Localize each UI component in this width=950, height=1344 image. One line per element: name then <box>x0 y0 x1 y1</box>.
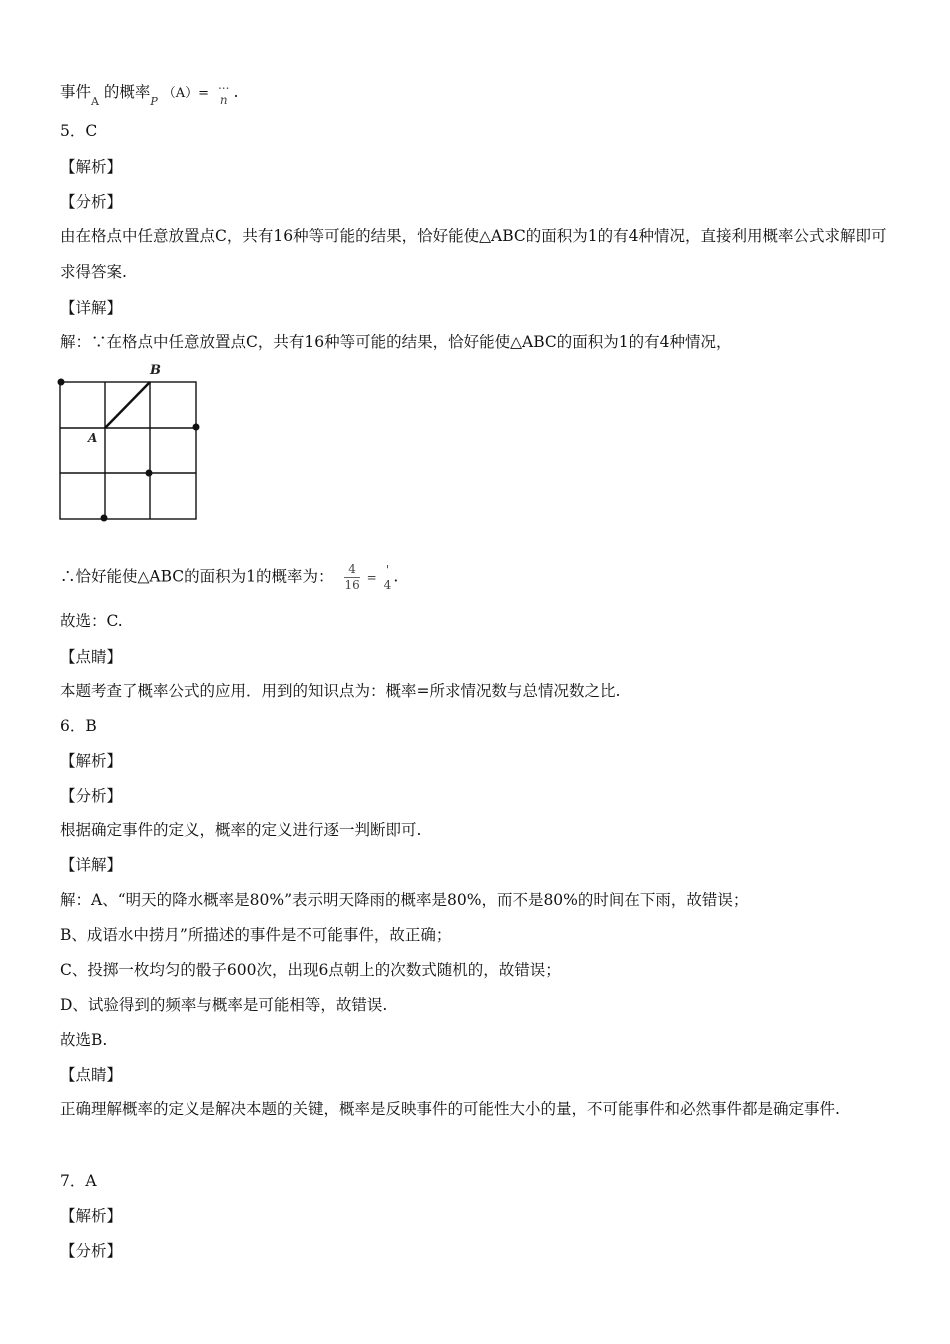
section-dianjing-6: 【点睛】 <box>60 1066 123 1084</box>
grid-point <box>193 424 200 431</box>
denominator: 16 <box>344 578 360 592</box>
numerator: ' <box>385 562 390 577</box>
therefore-5-line <box>60 562 398 593</box>
question-7-answer: 7．A <box>60 1172 97 1190</box>
label-b: B <box>150 363 161 378</box>
xiangjie-6-a: 解：A、“明天的降水概率是80%”表示明天降雨的概率是80%，而不是80%的时间在下雨，故错误； <box>60 891 749 909</box>
section-fenxi-6: 【分析】 <box>60 787 123 805</box>
fenxi-5-text: 由在格点中任意放置点C，共有16种等可能的结果，恰好能使△ABC的面积为1的有4种情况，直接利用概率公式求解即可求得答案. <box>60 227 887 281</box>
fraction-1-over-4 <box>384 563 392 593</box>
xiangjie-5-text: 解：∵在格点中任意放置点C，共有16种等可能的结果，恰好能使△ABC的面积为1的有4种情况， <box>60 333 732 351</box>
fenxi-6-text: 根据确定事件的定义，概率的定义进行逐一判断即可. <box>60 821 422 839</box>
fraction-4-over-16 <box>344 562 359 593</box>
xiangjie-6-b: B、成语水中捞月”所描述的事件是不可能事件，故正确； <box>60 926 452 944</box>
section-xiangjie-6: 【详解】 <box>60 856 123 874</box>
section-jiexi-5: 【解析】 <box>60 158 123 176</box>
question-6-answer: 6．B <box>60 717 97 735</box>
answer-6-choose: 故选B. <box>60 1031 108 1049</box>
dianjing-6-text: 正确理解概率的定义是解决本题的关键，概率是反映事件的可能性大小的量，不可能事件和必然事件都是确定事件. <box>60 1100 840 1118</box>
section-dianjing-5: 【点睛】 <box>60 648 123 666</box>
numerator: 4 <box>344 562 359 578</box>
xiangjie-6-d: D、试验得到的频率与概率是可能相等，故错误. <box>60 996 388 1014</box>
subscript-p: P <box>150 95 158 108</box>
equals: = <box>366 570 377 585</box>
text: 事件 <box>60 83 92 101</box>
text: 的概率 <box>103 83 151 101</box>
section-fenxi-5: 【分析】 <box>60 193 123 211</box>
denominator: n <box>219 93 228 107</box>
text: ∴恰好能使△ABC的面积为1的概率为： <box>60 567 334 586</box>
question-5-answer: 5．C <box>60 122 98 140</box>
grid-border <box>60 382 196 519</box>
fraction-m-over-n <box>216 78 231 108</box>
subscript: A <box>91 95 99 108</box>
grid-figure <box>52 360 212 530</box>
text: . <box>393 567 399 586</box>
grid-point <box>101 515 108 522</box>
grid-point <box>146 470 153 477</box>
probability-definition-line <box>60 78 238 112</box>
numerator: ... <box>217 78 230 92</box>
text: （A）= <box>162 86 210 101</box>
label-a: A <box>88 431 98 445</box>
section-jiexi-6: 【解析】 <box>60 752 123 770</box>
answer-5-choose: 故选：C. <box>60 612 123 630</box>
dianjing-5-text: 本题考查了概率公式的应用．用到的知识点为：概率=所求情况数与总情况数之比. <box>60 682 621 700</box>
section-fenxi-7: 【分析】 <box>60 1242 123 1260</box>
segment-ab <box>105 382 150 428</box>
xiangjie-6-c: C、投掷一枚均匀的骰子600次，出现6点朝上的次数式随机的，故错误； <box>60 961 561 979</box>
grid-point <box>58 379 65 386</box>
text: . <box>233 83 239 101</box>
section-jiexi-7: 【解析】 <box>60 1207 123 1225</box>
denominator: 4 <box>383 577 392 592</box>
section-xiangjie-5: 【详解】 <box>60 299 123 317</box>
